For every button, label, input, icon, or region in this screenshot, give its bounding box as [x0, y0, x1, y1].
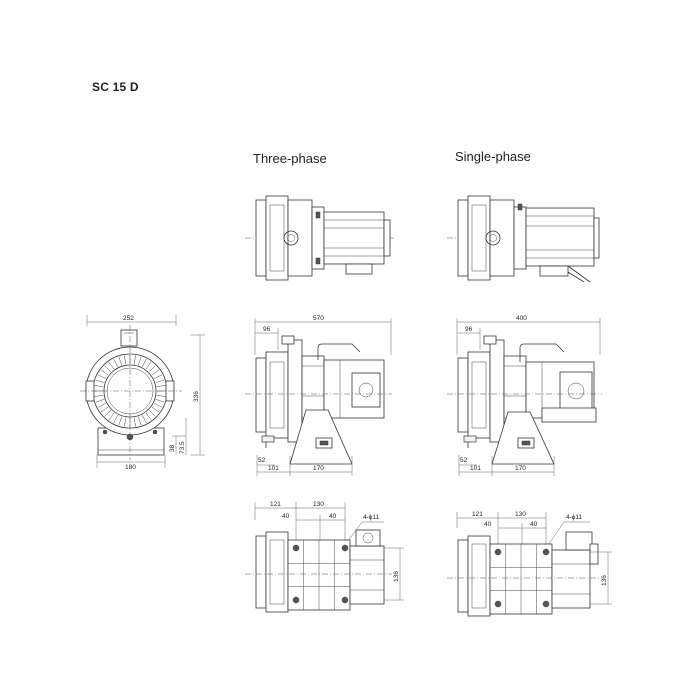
single-phase-bottom-b-label: 130 [515, 511, 526, 518]
three-phase-foot-b-label: 170 [313, 465, 324, 472]
single-phase-flange-label: 96 [465, 326, 473, 333]
three-phase-foot-offset-label: 52 [258, 457, 266, 464]
three-phase-heading: Three-phase [253, 151, 327, 166]
front-base-label: 180 [125, 464, 136, 471]
single-phase-foot-offset-label: 52 [460, 457, 468, 464]
three-phase-top-view [245, 196, 395, 280]
three-phase-bottom-c1-label: 40 [282, 513, 290, 520]
single-phase-side-view [447, 315, 602, 476]
single-phase-bottom-view [447, 511, 612, 616]
three-phase-bottom-a-label: 121 [270, 501, 281, 508]
three-phase-bottom-view [245, 501, 404, 612]
three-phase-side-view [245, 315, 392, 476]
single-phase-total-label: 400 [516, 315, 527, 322]
front-feet-height-label: 38 [169, 444, 176, 452]
single-phase-heading: Single-phase [455, 149, 531, 164]
single-phase-bottom-c1-label: 40 [484, 521, 492, 528]
three-phase-flange-label: 96 [263, 326, 271, 333]
front-width-label: 252 [123, 315, 134, 322]
three-phase-bottom-height-label: 136 [393, 571, 400, 582]
single-phase-bottom-height-label: 136 [601, 575, 608, 586]
three-phase-bottom-b-label: 130 [313, 501, 324, 508]
single-phase-bottom-c2-label: 40 [530, 521, 538, 528]
single-phase-holes-label: 4-ϕ11 [566, 514, 583, 521]
front-height-label: 336 [193, 391, 200, 402]
single-phase-foot-b-label: 170 [515, 465, 526, 472]
drawing-title: SC 15 D [92, 80, 139, 94]
three-phase-bottom-c2-label: 40 [329, 513, 337, 520]
single-phase-bottom-a-label: 121 [472, 511, 483, 518]
three-phase-foot-a-label: 101 [268, 465, 279, 472]
front-shaft-height-label: 73.5 [179, 441, 186, 454]
three-phase-total-label: 570 [313, 315, 324, 322]
front-view [80, 315, 205, 471]
single-phase-foot-a-label: 101 [470, 465, 481, 472]
three-phase-holes-label: 4-ϕ11 [363, 514, 380, 521]
single-phase-top-view [447, 196, 600, 282]
